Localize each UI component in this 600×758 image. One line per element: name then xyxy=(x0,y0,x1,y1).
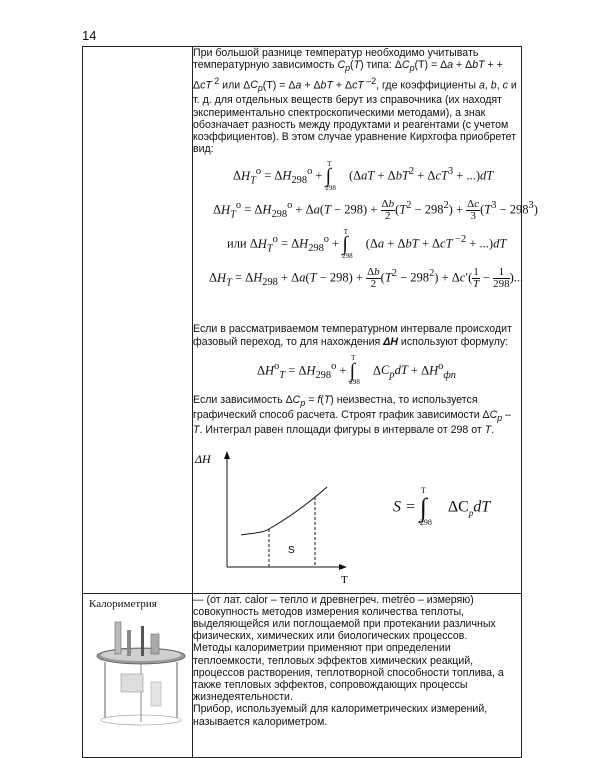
calorimeter-image xyxy=(91,618,191,730)
phase-paragraph: Если в рассматриваемом температурном интервале происходит фазовый переход, то для нахождения ΔH используют формулу: xyxy=(193,323,512,348)
right-cell-kirchhoff xyxy=(193,47,538,594)
integral-graph xyxy=(193,443,521,593)
calorimeter-icon xyxy=(91,618,191,730)
kirchhoff-equations xyxy=(193,159,538,301)
area-formula: S = ∫$^T_{298}$ $\Delta C_pdT$ xyxy=(393,486,491,528)
equation-3: или $\Delta H_T^o = \Delta H_{298}^o + \int^T_{298}$ (Δa + ΔbT + ΔcT $^{-2}$ + ...)dT xyxy=(227,227,507,260)
phase-transition-equation: $\Delta H^o_T = \Delta H_{298}^o + \int^T_{298}$ $\Delta C_pdT + \Delta H^o_{фп}$ xyxy=(257,354,456,387)
content-table xyxy=(82,46,538,758)
table-row xyxy=(83,593,522,757)
integral-plot xyxy=(193,443,368,583)
equation-4: $\Delta H_T = \Delta H_{298} + \Delta a(T - 298)$ + $\frac{\Delta b}{2}$ $(T^2 - 298^2) + \Delta c'$( $\frac{1}{T}$ − $\frac{1}{298}$ )... xyxy=(209,266,524,291)
left-cell-calorimetry xyxy=(83,593,193,757)
page-number: 14 xyxy=(82,28,97,43)
right-cell-calorimetry xyxy=(193,593,522,757)
x-axis-label: T xyxy=(341,573,348,583)
curve xyxy=(241,487,327,535)
y-axis-label: ΔH xyxy=(195,451,211,466)
graph-paragraph: Если зависимость $\Delta C_p = f(T)$ неизвестна, то используется графический способ расчета. Строят график зависимости $\Delta C_p$ – T. Интеграл равен площади фигуры в интервале от 298 от T. xyxy=(193,393,512,437)
calorimetry-definition: — (от лат. calor – тепло и древнегреч. metréo – измеряю) совокупность методов измерения количества теплоты, выделяющейся или поглощаемой при протекании различных физических, химических или биологических процессов. Методы калориметрии применяют при определении теплоемкости, тепловых эффектов химических реакций, процессов растворения, теплотворной способности топлива, а также тепловых эффектов, сопровождающих процессы жизнедеятельности. Прибор, используемый для калориметрических измерений, называется калориметром. xyxy=(193,593,504,728)
intro-paragraph: При большой разнице температур необходимо учитывать температурную зависимость $C_p(T)$ типа: $\Delta C_p(T) = \Delta a + \Delta bT$ + + ΔcT $^2$ или $\Delta C_p(T) = \Delta a + \Delta bT + \Delta cT$ $^{-2}$, где коэффициенты a, b, c и т. д. для отдельных веществ берут из справочника (их находят экспериментально спектроскопическими методами), а знак обозначает разность между продуктами и реагентами (с учетом коэффициентов). В этом случае уравнение Кирхгофа приобретет вид: xyxy=(193,47,517,156)
left-cell-empty xyxy=(83,47,193,594)
table-row xyxy=(83,47,522,594)
equation-1: $\Delta H_T^o = \Delta H_{298}^o + \int^T_{298}$ (ΔaT + ΔbT$^2$ + ΔcT$^3$ + ...)dT xyxy=(233,159,494,192)
equation-2: $\Delta H_T^o = \Delta H_{298}^o + \Delta a(T - 298)$ + $\frac{\Delta b}{2}$ $(T^2 - 298^2)$ + $\frac{\Delta c}{3}$ $(T^3 - 298^3)$ xyxy=(213,198,538,223)
term-label: Калориметрия xyxy=(89,597,157,610)
area-label: S xyxy=(288,544,295,556)
